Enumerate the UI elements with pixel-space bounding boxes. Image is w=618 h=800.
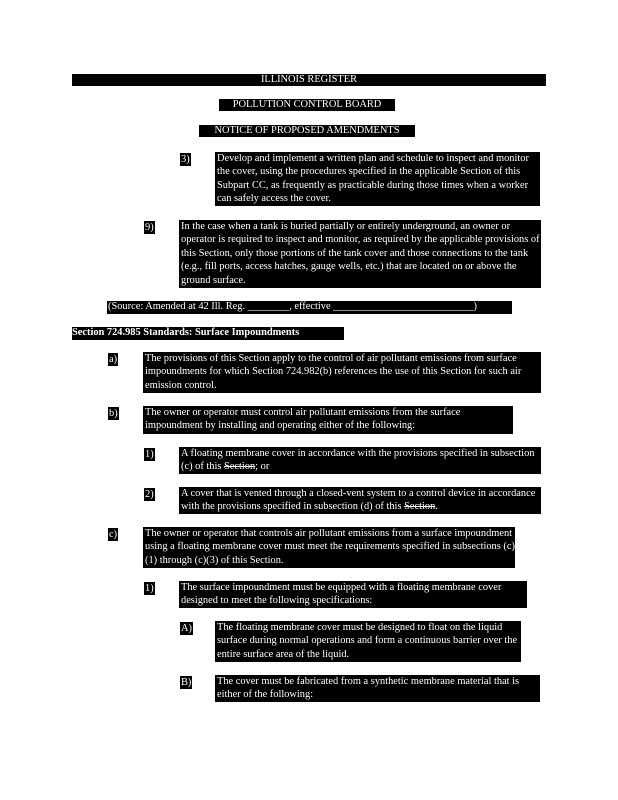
subsection-c-text-b: of this Section. [218, 554, 284, 566]
source-text-a: (Source: Amended at 42 Ill. Reg. ________, effective [108, 301, 334, 312]
subsection-c-text-a: The owner or operator that controls air pollutant emissions from a surface impoundment using a floating membrane cover must meet the requirements specified in subsections (c)(1) through (c)(3) [145, 528, 515, 566]
subsection-c-text [145, 527, 515, 567]
subsection-b1-label: 1) [145, 449, 154, 460]
subsection-b1-text-b: ; or [255, 461, 270, 473]
subsection-b-label: b) [109, 408, 118, 419]
item-9-text: In the case when a tank is buried partially or entirely underground, an owner or operator is required to inspect and monitor, as required by the applicable provisions of this Section, only those portions of the tank cover and those connections to the tank (e.g., fill ports, access hatches, gauge wells, etc.) that are located on or above the ground surface. [181, 221, 540, 286]
subsection-b1-text [181, 447, 541, 474]
subsection-cB-label: B) [181, 677, 192, 688]
register-title: ILLINOIS REGISTER [260, 74, 358, 85]
item-9-label: 9) [145, 222, 154, 233]
subsection-b2-text-a: A cover that is vented through a closed-vent system to a control device in accordance with the provisions specified in subsection (d) of this [181, 488, 536, 513]
subsection-cA-text: The floating membrane cover must be designed to float on the liquid surface during normal operations and form a continuous barrier over the entire surface area of the liquid. [217, 622, 518, 660]
subsection-a-label: a) [109, 354, 118, 365]
subsection-b2-text-b: . [435, 501, 438, 513]
subsection-b2-label: 2) [145, 489, 154, 500]
subsection-cB-text: The cover must be fabricated from a synthetic membrane material that is either of the following: [217, 676, 520, 701]
source-note [108, 300, 518, 313]
source-date-blank: ___________________________ [333, 301, 474, 312]
subsection-b1-struck: Section [224, 461, 256, 473]
notice-title: NOTICE OF PROPOSED AMENDMENTS [214, 125, 400, 136]
board-title: POLLUTION CONTROL BOARD [232, 99, 382, 110]
subsection-c-label: c) [109, 529, 118, 540]
subsection-b-text: The owner or operator must control air pollutant emissions from the surface impoundment by installing and operating either of the following: [145, 407, 461, 432]
subsection-b2-struck: Section [404, 501, 436, 513]
subsection-a-text: The provisions of this Section apply to the control of air pollutant emissions from surface impoundments for which Section 724.982(b) references the use of this Section for such air emission control. [145, 353, 522, 391]
section-heading: Section 724.985 Standards: Surface Impoundments [72, 327, 300, 338]
subsection-b2-text [181, 487, 541, 514]
subsection-b1-text-a: A floating membrane cover in accordance with the provisions specified in subsection (c) of this [181, 448, 535, 473]
subsection-c1-text: The surface impoundment must be equipped with a floating membrane cover designed to meet the following specifications: [181, 582, 502, 607]
source-text-b: ) [473, 301, 477, 312]
subsection-c1-label: 1) [145, 583, 154, 594]
item-3-text: Develop and implement a written plan and schedule to inspect and monitor the cover, using the procedures specified in the applicable Section of this Subpart CC, as frequently as practicable during those times when a worker can safely access the cover. [217, 153, 529, 205]
subsection-cA-label: A) [181, 623, 192, 634]
item-3-label: 3) [181, 154, 190, 165]
